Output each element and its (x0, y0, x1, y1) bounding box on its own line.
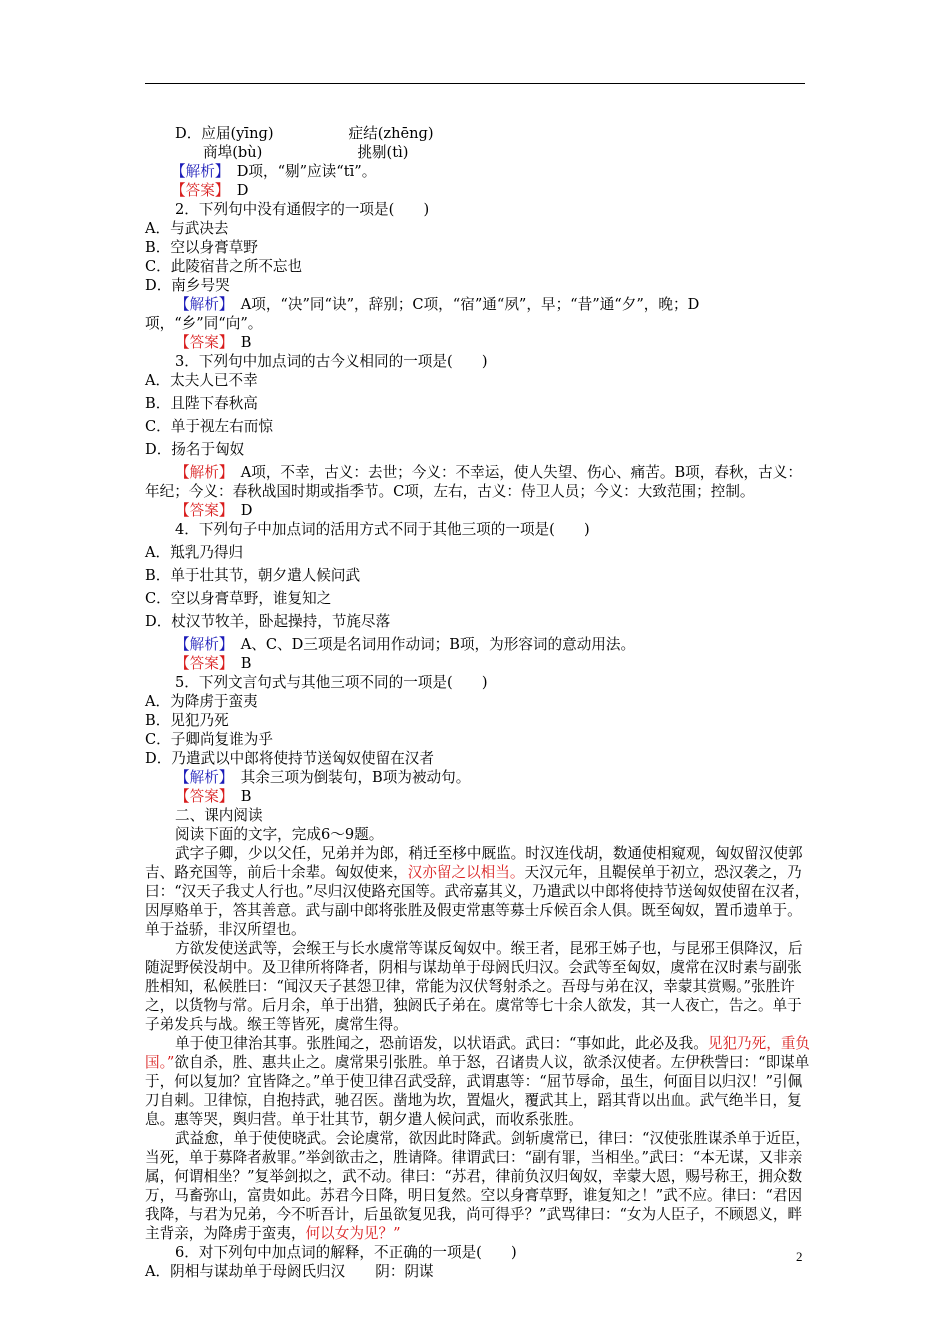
analysis-label: 【解析】 (175, 296, 227, 313)
q5-option-c: C．子卿尚复谁为乎 (145, 731, 273, 748)
q4-analysis (145, 635, 810, 654)
q2-analysis (145, 295, 810, 333)
passage-paragraph-1 (145, 844, 810, 939)
answer-text: B (240, 334, 252, 351)
q2-option-b: B．空以身膏草野 (145, 239, 258, 256)
q5-option-d: D．乃遣武以中郎将使持节送匈奴使留在汉者 (145, 750, 434, 767)
q2-stem: 2．下列句中没有通假字的一项是( ) (175, 201, 430, 218)
passage-text: 天汉元年，且鞮侯单于初立，恐汉袭之，乃曰：“汉天子我丈人行也。”尽归汉使路充国等。武帝嘉其义，乃遣武以中郎将使持节送匈奴使留在汉者，因厚赂单于，答其善意。武与副中郎将张胜及假吏常惠等募士斥候百余人俱。既至匈奴，置币遗单于。单于益骄，非汉所望也。 (145, 864, 810, 938)
option-text: 挑剔(tì) (357, 144, 409, 161)
document-body (145, 124, 810, 1281)
q2-answer (145, 333, 810, 352)
q3-option-c: C．单于视左右而惊 (145, 418, 273, 435)
passage-paragraph-3 (145, 1034, 810, 1129)
passage-text: 单于使卫律治其事。张胜闻之，恐前语发，以状语武。武曰：“事如此，此必及我。 (175, 1035, 708, 1052)
q4-stem: 4．下列句子中加点词的活用方式不同于其他三项的一项是( ) (175, 521, 590, 538)
answer-text: D (240, 502, 253, 519)
q1-analysis (145, 162, 810, 181)
q3-stem: 3．下列句中加点词的古今义相同的一项是( ) (175, 353, 488, 370)
q5-answer (145, 787, 810, 806)
q4-option-c: C．空以身膏草野，谁复知之 (145, 590, 332, 607)
option-text: 症结(zhēnɡ) (348, 125, 434, 142)
passage-text: 武益愈，单于使使晓武。会论虞常，欲因此时降武。剑斩虞常已，律曰：“汉使张胜谋杀单于近臣，当死，单于募降者赦罪。”举剑欲击之，胜请降。律谓武曰：“副有罪，当相坐。”武曰：“本无谋，又非亲属，何谓相坐？”复举剑拟之，武不动。律曰：“苏君，律前负汉归匈奴，幸蒙大恩，赐号称王，拥众数万，马畜弥山，富贵如此。苏君今日降，明日复然。空以身膏草野，谁复知之！”武不应。律曰：“君因我降，与君为兄弟，今不听吾计，后虽欲复见我，尚可得乎？”武骂律曰：“女为人臣子，不顾恩义，畔主背亲，为降虏于蛮夷， (145, 1130, 810, 1242)
q4-answer (145, 654, 810, 673)
answer-text: D (236, 182, 249, 199)
analysis-text: 其余三项为倒装句，B项为被动句。 (240, 769, 471, 786)
answer-text: B (240, 655, 252, 672)
analysis-text: A、C、D三项是名词用作动词；B项，为形容词的意动用法。 (240, 636, 636, 653)
q4-option-d: D．杖汉节牧羊，卧起操持，节旄尽落 (145, 613, 391, 630)
analysis-label: 【解析】 (171, 163, 223, 180)
q5-stem: 5．下列文言句式与其他三项不同的一项是( ) (175, 674, 488, 691)
q3-answer (145, 501, 810, 520)
q2-option-d: D．南乡号哭 (145, 277, 230, 294)
option-text: D．应届(yīnɡ) (175, 125, 274, 142)
option-text: 商埠(bù) (203, 144, 263, 161)
answer-text: B (240, 788, 252, 805)
q3-option-a: A．太夫人已不幸 (145, 372, 258, 389)
analysis-text: A项，“决”同“诀”，辞别；C项，“宿”通“夙”，早；“昔”通“夕”，晚；D项，“乡”同“向”。 (145, 296, 700, 332)
answer-label: 【答案】 (175, 502, 227, 519)
analysis-label: 【解析】 (175, 769, 227, 786)
q2-option-c: C．此陵宿昔之所不忘也 (145, 258, 303, 275)
header-rule (145, 83, 805, 84)
q4-option-b: B．单于壮其节，朝夕遣人候问武 (145, 567, 361, 584)
q5-option-b: B．见犯乃死 (145, 712, 229, 729)
highlighted-sentence: 汉亦留之以相当。 (407, 864, 525, 881)
q6-option-a (145, 1262, 810, 1281)
option-text: A．阴相与谋劫单于母阏氏归汉 (145, 1263, 346, 1280)
answer-label: 【答案】 (175, 788, 227, 805)
answer-label: 【答案】 (171, 182, 223, 199)
analysis-text: D项，“剔”应读“tī”。 (236, 163, 377, 180)
q3-analysis (145, 463, 810, 501)
highlighted-sentence: 见犯乃死，重负国。” (145, 1035, 811, 1071)
reading-instruction: 阅读下面的文字，完成6～9题。 (175, 826, 384, 843)
page-number: 2 (796, 1249, 803, 1264)
q4-option-a: A．羝乳乃得归 (145, 544, 244, 561)
passage-text: 欲自杀，胜、惠共止之。虞常果引张胜。单于怒，召诸贵人议，欲杀汉使者。左伊秩訾曰：“即谋单于，何以复加？宜皆降之。”单于使卫律召武受辞，武谓惠等：“屈节辱命，虽生，何面目以归汉！”引佩刀自刺。卫律惊，自抱持武，驰召医。凿地为坎，置煴火，覆武其上，蹈其背以出血。武气绝半日，复息。惠等哭，舆归营。单于壮其节，朝夕遣人候问武，而收系张胜。 (145, 1054, 810, 1128)
passage-paragraph-2: 方欲发使送武等，会缑王与长水虞常等谋反匈奴中。缑王者，昆邪王姊子也，与昆邪王俱降汉，后随浞野侯没胡中。及卫律所将降者，阴相与谋劫单于母阏氏归汉。会武等至匈奴，虞常在汉时素与副张胜相知，私候胜曰：“闻汉天子甚怨卫律，常能为汉伏弩射杀之。吾母与弟在汉，幸蒙其赏赐。”张胜许之，以货物与常。后月余，单于出猎，独阏氏子弟在。虞常等七十余人欲发，其一人夜亡，告之。单于子弟发兵与战。缑王等皆死，虞常生得。 (145, 940, 803, 1033)
analysis-label: 【解析】 (175, 464, 227, 481)
q3-option-b: B．且陛下春秋高 (145, 395, 258, 412)
q1-option-d-line2 (145, 143, 810, 162)
q2-option-a: A．与武决去 (145, 220, 229, 237)
answer-label: 【答案】 (175, 334, 227, 351)
q1-option-d (145, 124, 810, 143)
analysis-label: 【解析】 (175, 636, 227, 653)
q5-option-a: A．为降虏于蛮夷 (145, 693, 258, 710)
option-gloss: 阴：阴谋 (375, 1263, 434, 1280)
passage-paragraph-4 (145, 1129, 810, 1243)
answer-label: 【答案】 (175, 655, 227, 672)
analysis-text: A项，不幸，古义：去世；今义：不幸运，使人失望、伤心、痛苦。B项，春秋，古义：年纪；今义：春秋战国时期或指季节。C项，左右，古义：侍卫人员；今义：大致范围；控制。 (145, 464, 802, 500)
section-heading: 二、课内阅读 (175, 807, 263, 824)
q6-stem: 6．对下列句中加点词的解释，不正确的一项是( ) (175, 1244, 517, 1261)
q5-analysis (145, 768, 810, 787)
q3-option-d: D．扬名于匈奴 (145, 441, 245, 458)
q1-answer (145, 181, 810, 200)
passage-text: 武字子卿，少以父任，兄弟并为郎，稍迁至栘中厩监。时汉连伐胡，数通使相窥观，匈奴留汉使郭吉、路充国等，前后十余辈。匈奴使来， (145, 845, 803, 881)
highlighted-sentence: 何以女为见？” (305, 1225, 401, 1242)
